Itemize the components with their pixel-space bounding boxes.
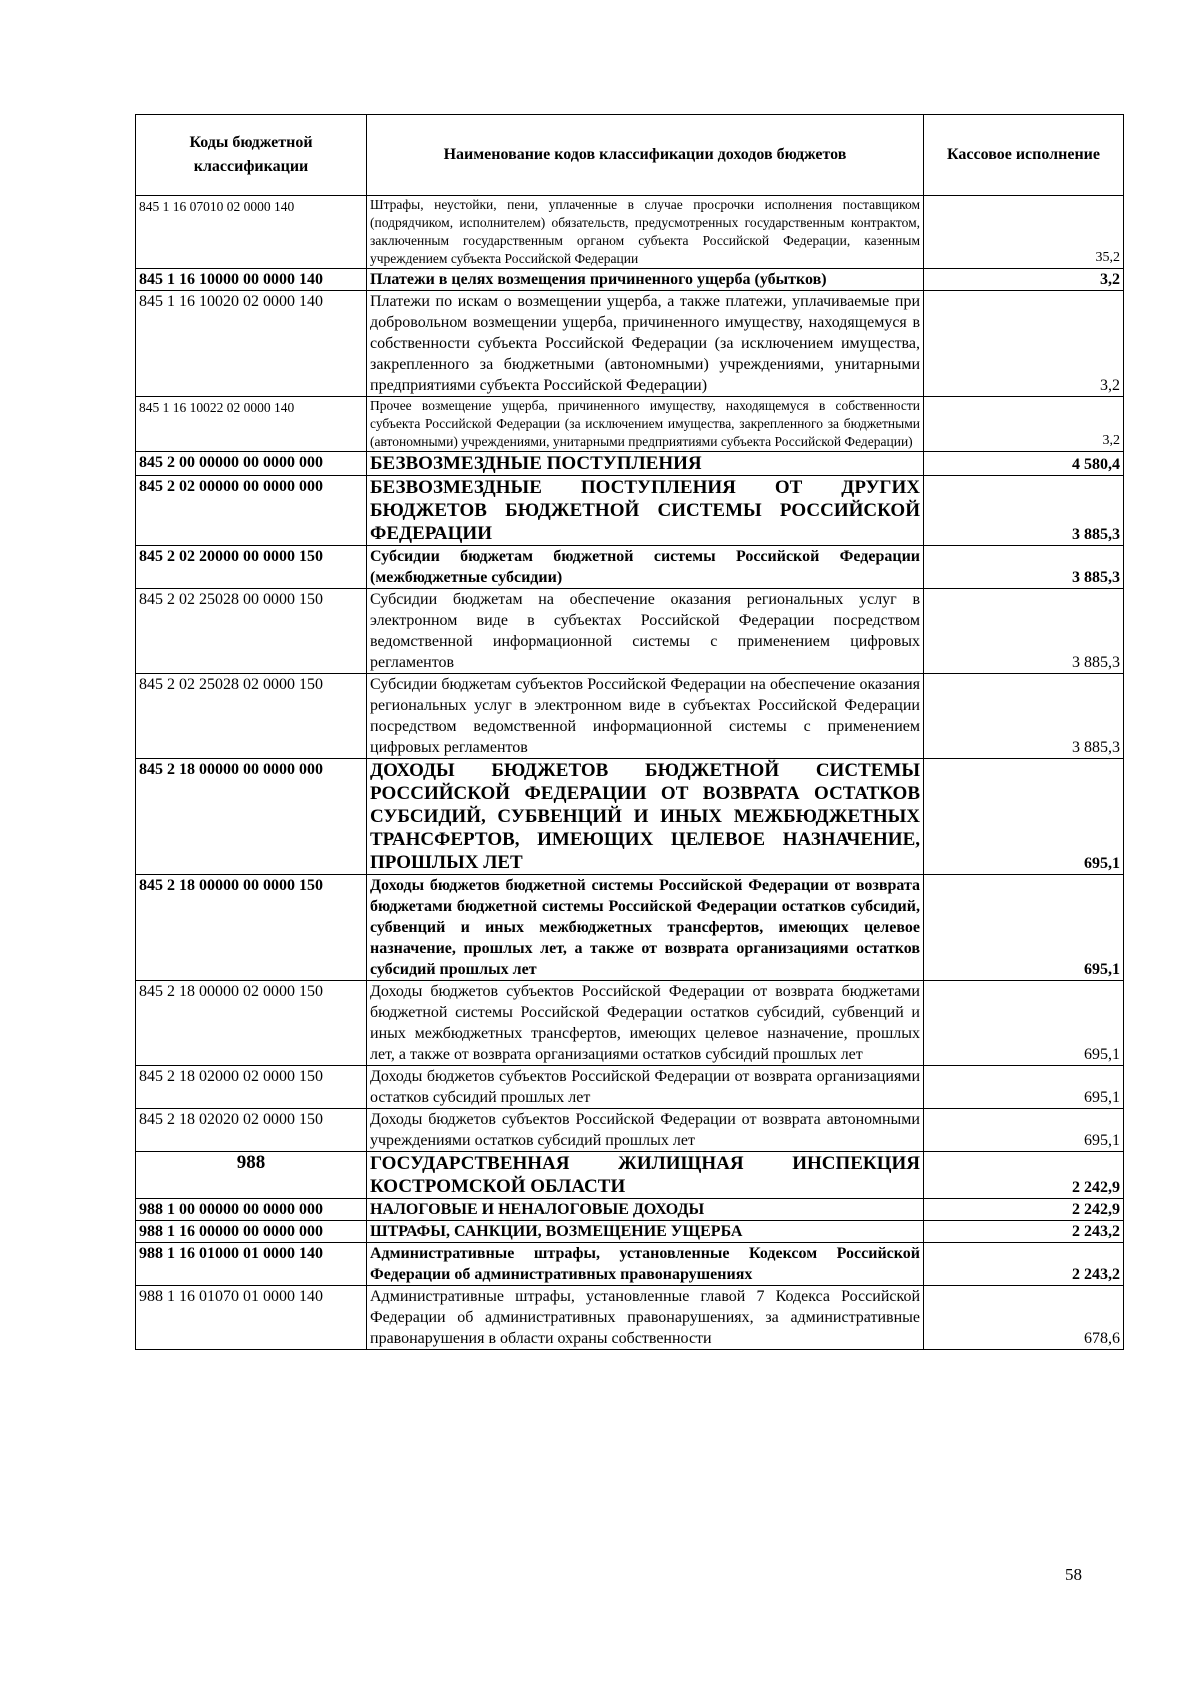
row-name: Доходы бюджетов субъектов Российской Федерации от возврата организациями остатков субсидий прошлых лет <box>367 1066 924 1109</box>
row-name: Прочее возмещение ущерба, причиненного имуществу, находящемуся в собственности субъекта Российской Федерации (за исключением имущества, закрепленного за бюджетными (автономными) учреждениями, унитарными предприятиями субъекта Российской Федерации) <box>367 397 924 452</box>
row-name: Платежи в целях возмещения причиненного ущерба (убытков) <box>367 269 924 291</box>
row-name: Платежи по искам о возмещении ущерба, а также платежи, уплачиваемые при добровольном возмещении ущерба, причиненного имуществу, находящемуся в собственности субъекта Российской Федерации (за исключением имущества, закрепленного за бюджетными (автономными) учреждениями, унитарными предприятиями субъекта Российской Федерации) <box>367 291 924 397</box>
table-row <box>136 269 1124 291</box>
table-row <box>136 476 1124 546</box>
row-code: 988 1 16 01000 01 0000 140 <box>136 1243 367 1286</box>
row-name: Доходы бюджетов субъектов Российской Федерации от возврата автономными учреждениями остатков субсидий прошлых лет <box>367 1109 924 1152</box>
row-amount: 678,6 <box>924 1286 1124 1350</box>
row-name: Административные штрафы, установленные Кодексом Российской Федерации об административных правонарушениях <box>367 1243 924 1286</box>
row-name: БЕЗВОЗМЕЗДНЫЕ ПОСТУПЛЕНИЯ ОТ ДРУГИХ БЮДЖЕТОВ БЮДЖЕТНОЙ СИСТЕМЫ РОССИЙСКОЙ ФЕДЕРАЦИИ <box>367 476 924 546</box>
row-amount: 3,2 <box>924 291 1124 397</box>
budget-revenue-table <box>135 114 1124 1350</box>
row-amount: 695,1 <box>924 981 1124 1066</box>
row-code: 845 2 18 00000 00 0000 000 <box>136 759 367 875</box>
row-code: 988 1 16 00000 00 0000 000 <box>136 1221 367 1243</box>
row-name: Административные штрафы, установленные главой 7 Кодекса Российской Федерации об административных правонарушениях, за административные правонарушения в области охраны собственности <box>367 1286 924 1350</box>
row-name: Субсидии бюджетам бюджетной системы Российской Федерации (межбюджетные субсидии) <box>367 546 924 589</box>
row-amount: 3 885,3 <box>924 476 1124 546</box>
row-amount: 3,2 <box>924 269 1124 291</box>
row-amount: 35,2 <box>924 196 1124 269</box>
table-row <box>136 1286 1124 1350</box>
table-row <box>136 1152 1124 1199</box>
table-row <box>136 1109 1124 1152</box>
row-code: 845 2 18 02020 02 0000 150 <box>136 1109 367 1152</box>
row-name: ШТРАФЫ, САНКЦИИ, ВОЗМЕЩЕНИЕ УЩЕРБА <box>367 1221 924 1243</box>
table-row <box>136 1066 1124 1109</box>
table-row <box>136 1199 1124 1221</box>
row-amount: 3 885,3 <box>924 589 1124 674</box>
table-row <box>136 674 1124 759</box>
row-amount: 695,1 <box>924 875 1124 981</box>
row-code: 845 1 16 10020 02 0000 140 <box>136 291 367 397</box>
table-row <box>136 759 1124 875</box>
row-code: 845 2 00 00000 00 0000 000 <box>136 452 367 476</box>
row-code: 845 2 02 00000 00 0000 000 <box>136 476 367 546</box>
table-row <box>136 196 1124 269</box>
row-name: БЕЗВОЗМЕЗДНЫЕ ПОСТУПЛЕНИЯ <box>367 452 924 476</box>
row-code: 988 1 00 00000 00 0000 000 <box>136 1199 367 1221</box>
row-name: Субсидии бюджетам на обеспечение оказания региональных услуг в электронном виде в субъектах Российской Федерации посредством ведомственной информационной системы с применением цифровых регламентов <box>367 589 924 674</box>
row-name: Доходы бюджетов бюджетной системы Российской Федерации от возврата бюджетами бюджетной системы Российской Федерации остатков субсидий, субвенций и иных межбюджетных трансфертов, имеющих целевое назначение, прошлых лет, а также от возврата организациями остатков субсидий прошлых лет <box>367 875 924 981</box>
row-code: 845 2 02 20000 00 0000 150 <box>136 546 367 589</box>
row-code: 845 1 16 10000 00 0000 140 <box>136 269 367 291</box>
row-amount: 2 242,9 <box>924 1199 1124 1221</box>
row-code: 845 1 16 07010 02 0000 140 <box>136 196 367 269</box>
row-amount: 3 885,3 <box>924 674 1124 759</box>
row-amount: 3,2 <box>924 397 1124 452</box>
table-row <box>136 981 1124 1066</box>
row-code: 845 2 02 25028 00 0000 150 <box>136 589 367 674</box>
row-code: 845 2 18 00000 00 0000 150 <box>136 875 367 981</box>
row-name: НАЛОГОВЫЕ И НЕНАЛОГОВЫЕ ДОХОДЫ <box>367 1199 924 1221</box>
row-code: 988 <box>136 1152 367 1199</box>
table-row <box>136 291 1124 397</box>
table-header-row <box>136 115 1124 196</box>
row-name: ГОСУДАРСТВЕННАЯ ЖИЛИЩНАЯ ИНСПЕКЦИЯ КОСТРОМСКОЙ ОБЛАСТИ <box>367 1152 924 1199</box>
header-amount: Кассовое исполнение <box>924 115 1124 196</box>
header-name: Наименование кодов классификации доходов бюджетов <box>367 115 924 196</box>
table-row <box>136 589 1124 674</box>
row-amount: 3 885,3 <box>924 546 1124 589</box>
row-code: 845 2 18 02000 02 0000 150 <box>136 1066 367 1109</box>
table-row <box>136 875 1124 981</box>
row-code: 845 2 18 00000 02 0000 150 <box>136 981 367 1066</box>
table-row <box>136 452 1124 476</box>
row-name: ДОХОДЫ БЮДЖЕТОВ БЮДЖЕТНОЙ СИСТЕМЫ РОССИЙСКОЙ ФЕДЕРАЦИИ ОТ ВОЗВРАТА ОСТАТКОВ СУБСИДИЙ, СУБВЕНЦИЙ И ИНЫХ МЕЖБЮДЖЕТНЫХ ТРАНСФЕРТОВ, ИМЕЮЩИХ ЦЕЛЕВОЕ НАЗНАЧЕНИЕ, ПРОШЛЫХ ЛЕТ <box>367 759 924 875</box>
table-row <box>136 397 1124 452</box>
row-amount: 695,1 <box>924 759 1124 875</box>
row-code: 845 2 02 25028 02 0000 150 <box>136 674 367 759</box>
row-name: Штрафы, неустойки, пени, уплаченные в случае просрочки исполнения поставщиком (подрядчиком, исполнителем) обязательств, предусмотренных государственным контрактом, заключенным государственным органом субъекта Российской Федерации, казенным учреждением субъекта Российской Федерации <box>367 196 924 269</box>
page-number: 58 <box>1065 1565 1082 1584</box>
row-amount: 2 243,2 <box>924 1221 1124 1243</box>
row-amount: 2 243,2 <box>924 1243 1124 1286</box>
row-amount: 4 580,4 <box>924 452 1124 476</box>
row-code: 845 1 16 10022 02 0000 140 <box>136 397 367 452</box>
row-amount: 2 242,9 <box>924 1152 1124 1199</box>
row-amount: 695,1 <box>924 1109 1124 1152</box>
row-code: 988 1 16 01070 01 0000 140 <box>136 1286 367 1350</box>
row-amount: 695,1 <box>924 1066 1124 1109</box>
table-row <box>136 1221 1124 1243</box>
row-name: Субсидии бюджетам субъектов Российской Федерации на обеспечение оказания региональных услуг в электронном виде в субъектах Российской Федерации посредством ведомственной информационной системы с применением цифровых регламентов <box>367 674 924 759</box>
row-name: Доходы бюджетов субъектов Российской Федерации от возврата бюджетами бюджетной системы Российской Федерации остатков субсидий, субвенций и иных межбюджетных трансфертов, имеющих целевое назначение, прошлых лет, а также от возврата организациями остатков субсидий прошлых лет <box>367 981 924 1066</box>
table-row <box>136 1243 1124 1286</box>
header-code: Коды бюджетной классификации <box>136 115 367 196</box>
table-row <box>136 546 1124 589</box>
